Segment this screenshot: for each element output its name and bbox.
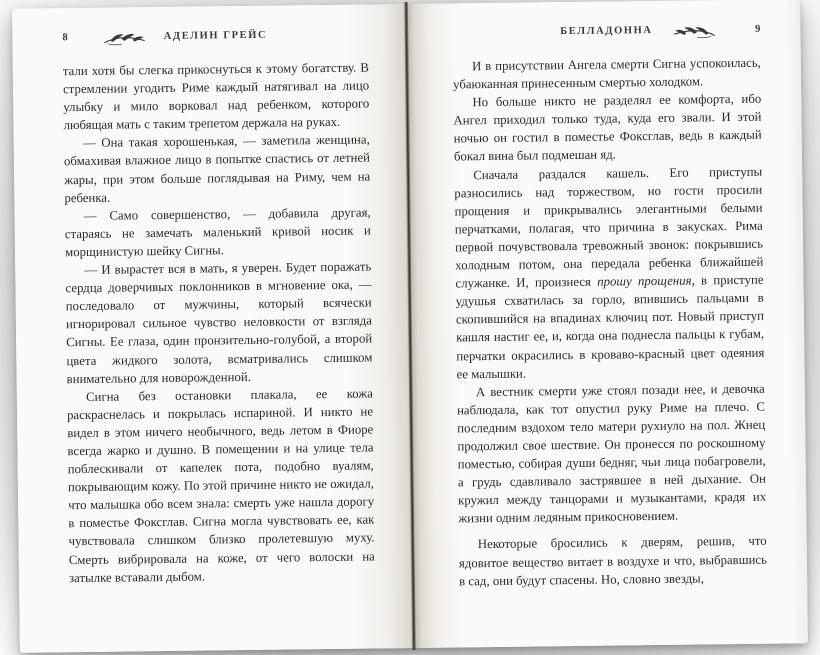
- paragraph: [454, 162, 765, 383]
- book-spread: [12, 0, 808, 653]
- text-run: — И вырастет вся в мать, я уверен. Будет поражать сердца доверчивых поклонников в мгновение ока, — последовало от мужчины, который всячески игнорировал сильное чувство неловкости от взгляда Сигны. Ее глаза, один пронзительно-голубой, а второй цвета жидкого золота, всматривались слишком внимательно для новорожденной.: [65, 259, 373, 386]
- paragraph: [65, 203, 372, 261]
- paragraph: [63, 58, 370, 134]
- page-left: [12, 4, 414, 653]
- page-header-left: [62, 28, 368, 48]
- page-text-left: [63, 58, 375, 586]
- page-text-right: [453, 54, 767, 590]
- italic-text-run: прошу прощения: [597, 273, 692, 289]
- text-run: Некоторые бросились к дверям, решив, что ядовитое вещество витает в воздухе и что, выбравшись в сад, они будут спасены. Но, словно звезды,: [458, 534, 767, 589]
- running-title-right: БЕЛЛАДОННА: [560, 25, 653, 38]
- page-number-right: 9: [755, 23, 761, 35]
- paragraph: [453, 90, 762, 166]
- paragraph: [64, 131, 371, 207]
- paragraph: [65, 258, 373, 388]
- text-run: тали хотя бы слегка прикоснуться к этому богатству. В стремлении угодить Риме каждый натягивал на лицо улыбку и мило ворковал над ребенком, которого любящая мать с таким трепетом держала на руках.: [62, 60, 370, 133]
- text-run: Сигна без остановки плакала, ее кожа раскраснелась и покрылась испариной. И никто не видел в этом ничего необычного, ведь летом в Фиоре всегда жарко и душно. В помещении и на улице тела поблескивали от капелек пота, подобно вуалям, покрывающим кожу. По этой причине никто не ожидал, что малышка обо всем знала: смерть уже нашла дорогу в поместье Фоксглав. Сигна могла чувствовать ее, как чувствовала слишком близко пролетевшую муху. Смерть вибрировала на коже, от чего волоски на затылке вставали дыбом.: [66, 386, 375, 585]
- page-number-left: 8: [62, 32, 68, 44]
- text-run: Но больше никто не разделял ее комфорта, ибо Ангел приходил только туда, куда его звали. И этой ночью он гостил в поместье Фоксглав, ведь в каждый бокал вина был подмешан яд.: [453, 91, 762, 164]
- text-run: , в приступе удушья схватилась за горло, впившись пальцами в скопившийся на впадинах ключиц пот. Новый приступ кашля настиг ее, и, когда она поднесла пальцы к губам, перчатки окрасились в кроваво-красный цвет одеяния ее малышки.: [455, 272, 765, 382]
- feather-sprig-icon: [102, 32, 146, 48]
- paragraph: [453, 54, 761, 94]
- text-run: И в присутствии Ангела смерти Сигна успокоилась, убаюканная принесенным смертью холодком.: [452, 55, 761, 92]
- running-title-left: АДЕЛИН ГРЕЙС: [163, 29, 268, 42]
- feather-sprig-icon: [672, 25, 716, 41]
- text-run: — Она такая хорошенькая, — заметила женщина, обмахивая влажное лицо в попытке спастись от летней жары, при этом больше поглядывая на Риму, чем на ребенка.: [63, 132, 371, 205]
- paragraph: [459, 532, 768, 590]
- paragraph: [67, 384, 375, 587]
- text-run: Сначала раздался кашель. Его приступы разносились над торжеством, но гости просили прощения и прикрывались элегантными белыми перчатками, полагая, что причина в закусках. Рима первой почувствовала тревожный звонок: покрывшись холодным потом, она передала ребенка ближайшей служанке. И, произнеся: [454, 164, 764, 291]
- page-header-right: [452, 24, 760, 44]
- paragraph: [457, 379, 767, 528]
- text-run: А вестник смерти уже стоял позади нее, и девочка наблюдала, как тот опустил руку Риме на плечо. С последним вздохом тело матери рухнуло на пол. Жнец продолжил свое шествие. Он пронесся по роскошному поместью, собирая души бедняг, чьи лица побагровели, а грудь сдавливало застрявшее в ней дыхание. Он кружил между танцорами и музыкантами, крадя их жизни одним ледяным прикосновением.: [456, 381, 767, 526]
- text-run: — Само совершенство, — добавила другая, стараясь не замечать маленький кривой носик и морщинистую шейку Сигны.: [64, 205, 371, 260]
- page-right: [406, 0, 808, 648]
